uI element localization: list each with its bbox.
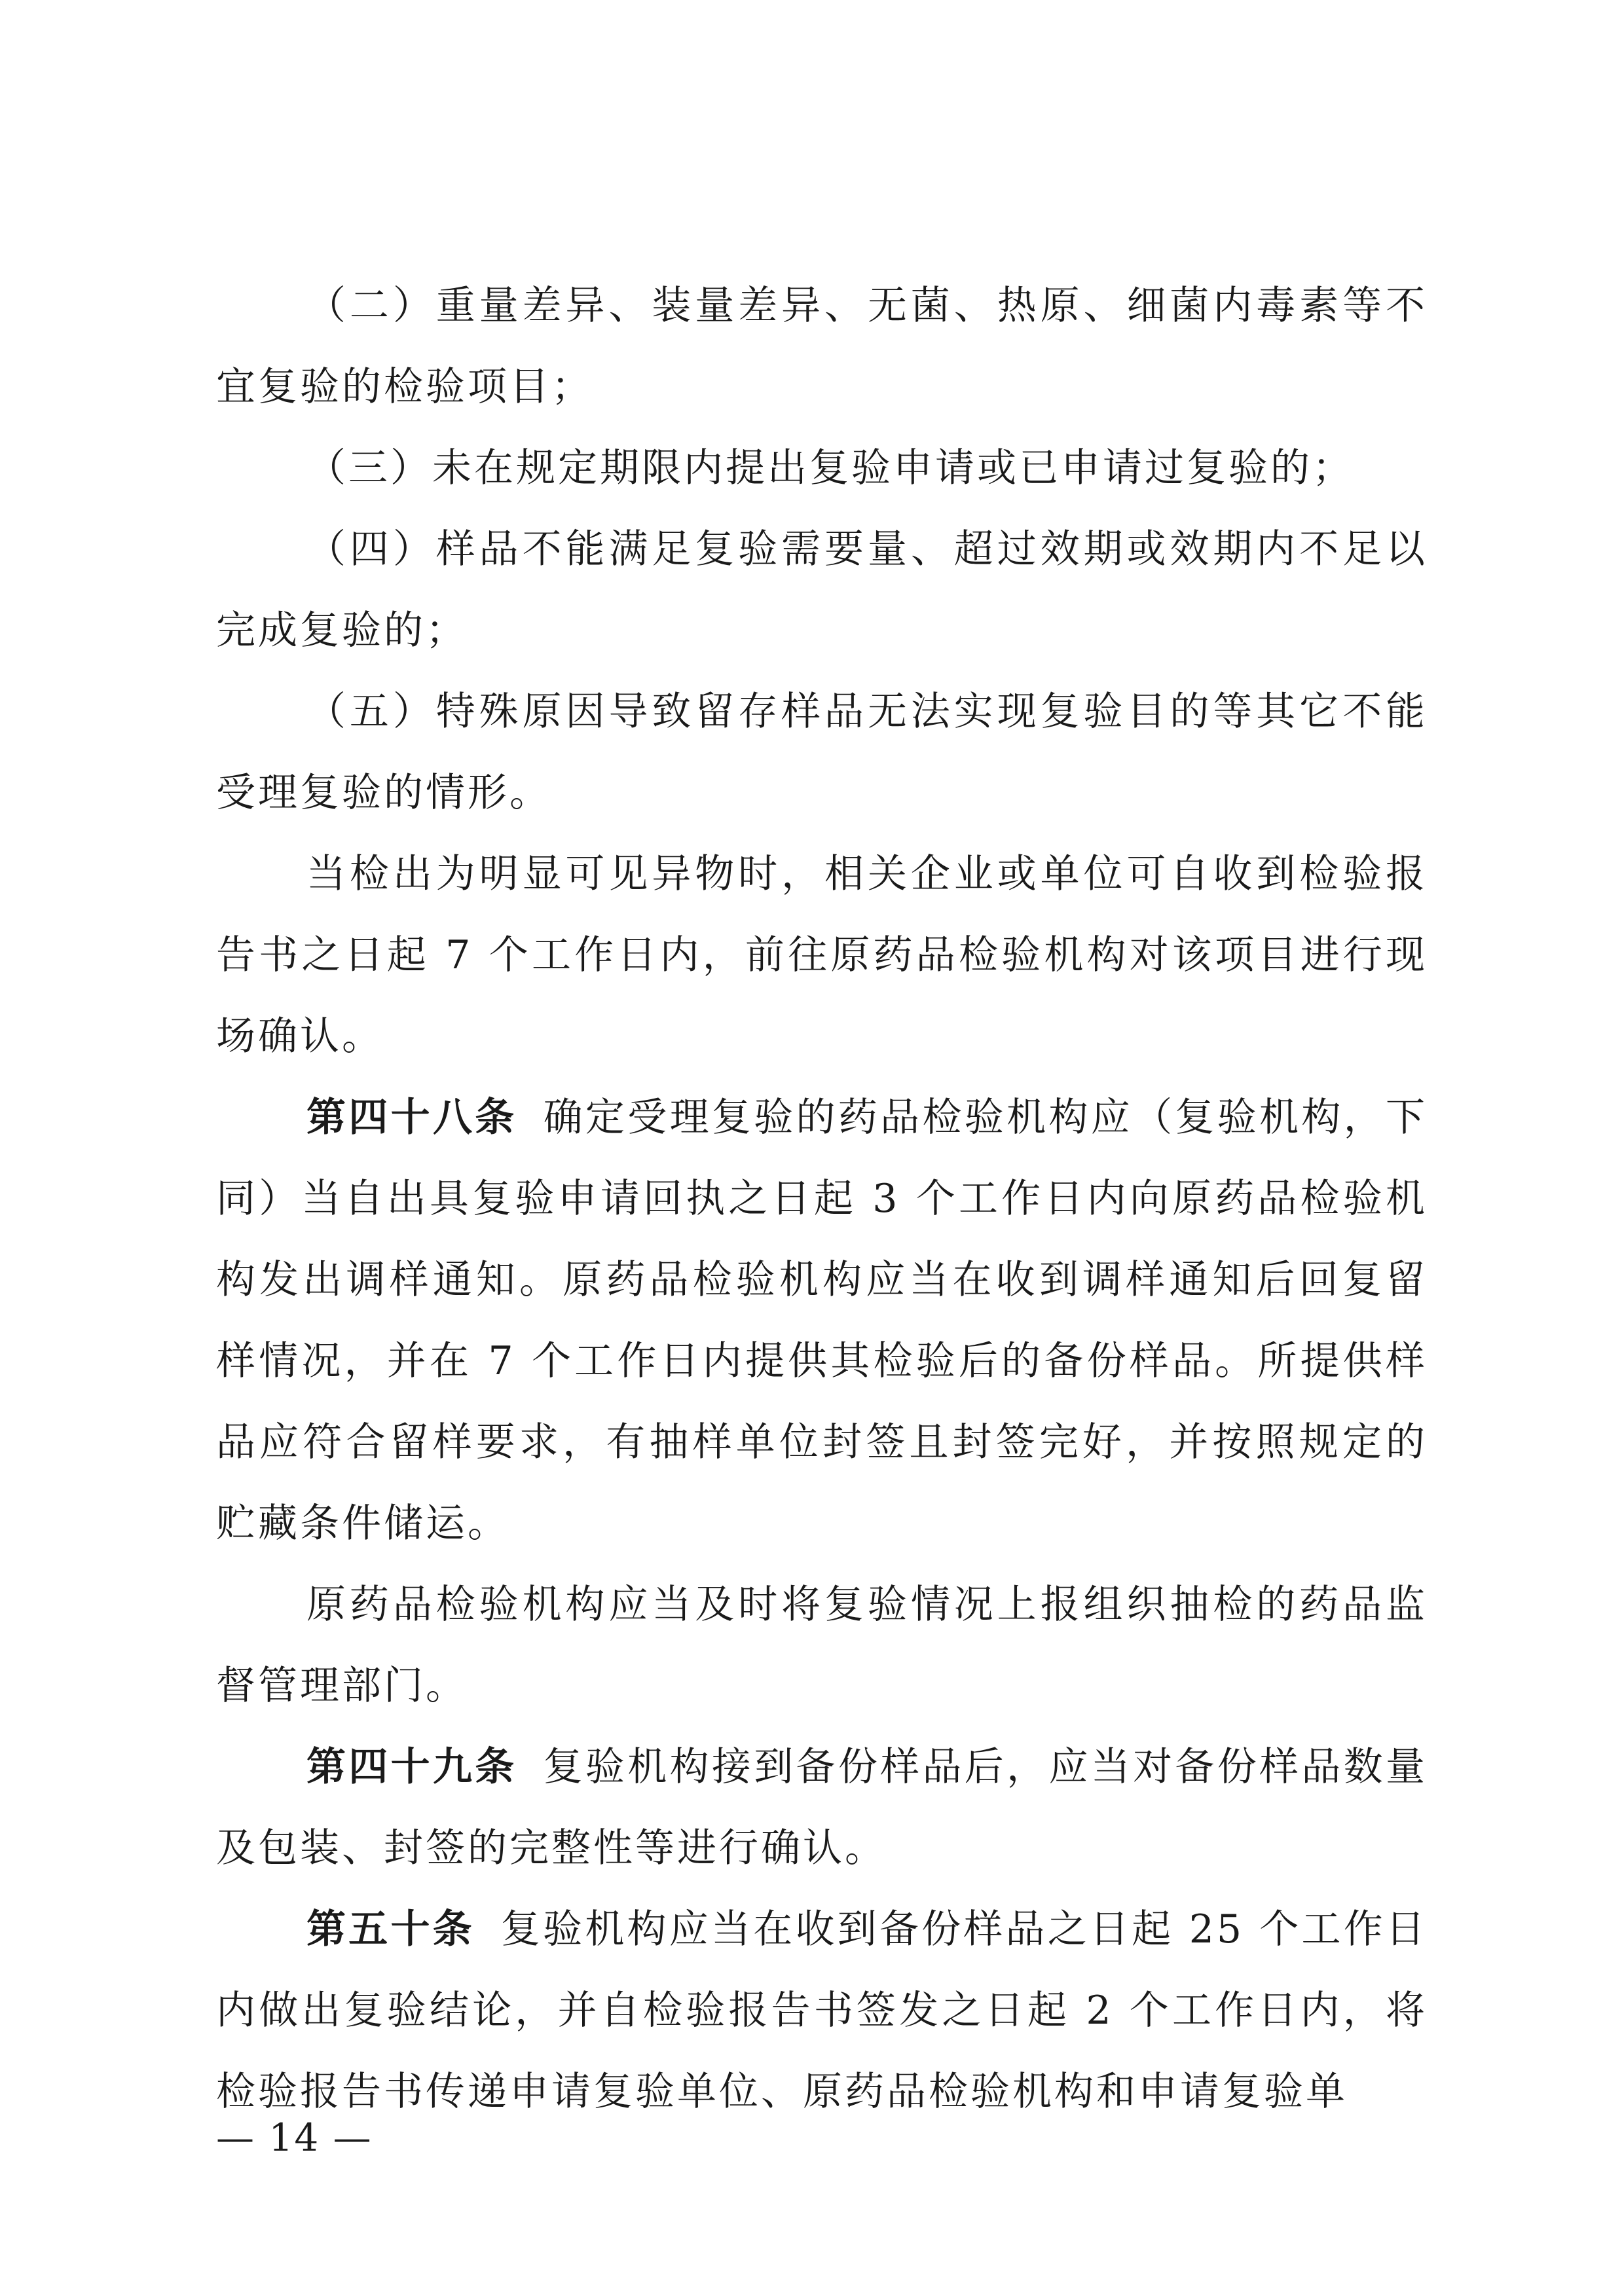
paragraph-text: （四）样品不能满足复验需要量、超过效期或效期内不足以完成复验的；: [216, 526, 1428, 653]
article-number: 第五十条: [306, 1906, 475, 1952]
paragraph-visible-foreign-matter: [216, 833, 1428, 1077]
paragraph-item-5: [216, 671, 1428, 833]
paragraph-text: （五）特殊原因导致留存样品无法实现复验目的等其它不能受理复验的情形。: [216, 689, 1428, 816]
paragraph-item-2: [216, 265, 1428, 428]
paragraph-text: （三）未在规定期限内提出复验申请或已申请过复验的；: [306, 445, 1354, 491]
paragraph-text: （二）重量差异、装量差异、无菌、热原、细菌内毒素等不宜复验的检验项目；: [216, 283, 1428, 410]
paragraph-text: 复验机构应当在收到备份样品之日起 25 个工作日内做出复验结论，并自检验报告书签发之日起 2 个工作日内，将检验报告书传递申请复验单位、原药品检验机构和申请复验单: [216, 1906, 1428, 2115]
paragraph-text: 复验机构接到备份样品后，应当对备份样品数量及包装、封签的完整性等进行确认。: [216, 1744, 1428, 1871]
article-number: 第四十九条: [306, 1744, 517, 1790]
paragraph-item-4: [216, 509, 1428, 671]
article-48: [216, 1077, 1428, 1564]
paragraph-text: 确定受理复验的药品检验机构应（复验机构，下同）当自出具复验申请回执之日起 3 个工作日内向原药品检验机构发出调样通知。原药品检验机构应当在收到调样通知后回复留样情况，并在 7 个工作日内提供其检验后的备份样品。所提供样品应符合留样要求，有抽样单位封签且封签完好，并按照规定的贮藏条件储运。: [216, 1095, 1428, 1546]
article-50: [216, 1889, 1428, 2132]
page-number: — 14 —: [216, 2115, 373, 2160]
paragraph-text: 当检出为明显可见异物时，相关企业或单位可自收到检验报告书之日起 7 个工作日内，前往原药品检验机构对该项目进行现场确认。: [216, 851, 1428, 1059]
document-body: [216, 265, 1428, 2132]
paragraph-report-to-authority: [216, 1564, 1428, 1726]
article-49: [216, 1726, 1428, 1889]
paragraph-item-3: [216, 428, 1428, 509]
paragraph-text: 原药品检验机构应当及时将复验情况上报组织抽检的药品监督管理部门。: [216, 1582, 1428, 1709]
article-number: 第四十八条: [306, 1095, 517, 1140]
